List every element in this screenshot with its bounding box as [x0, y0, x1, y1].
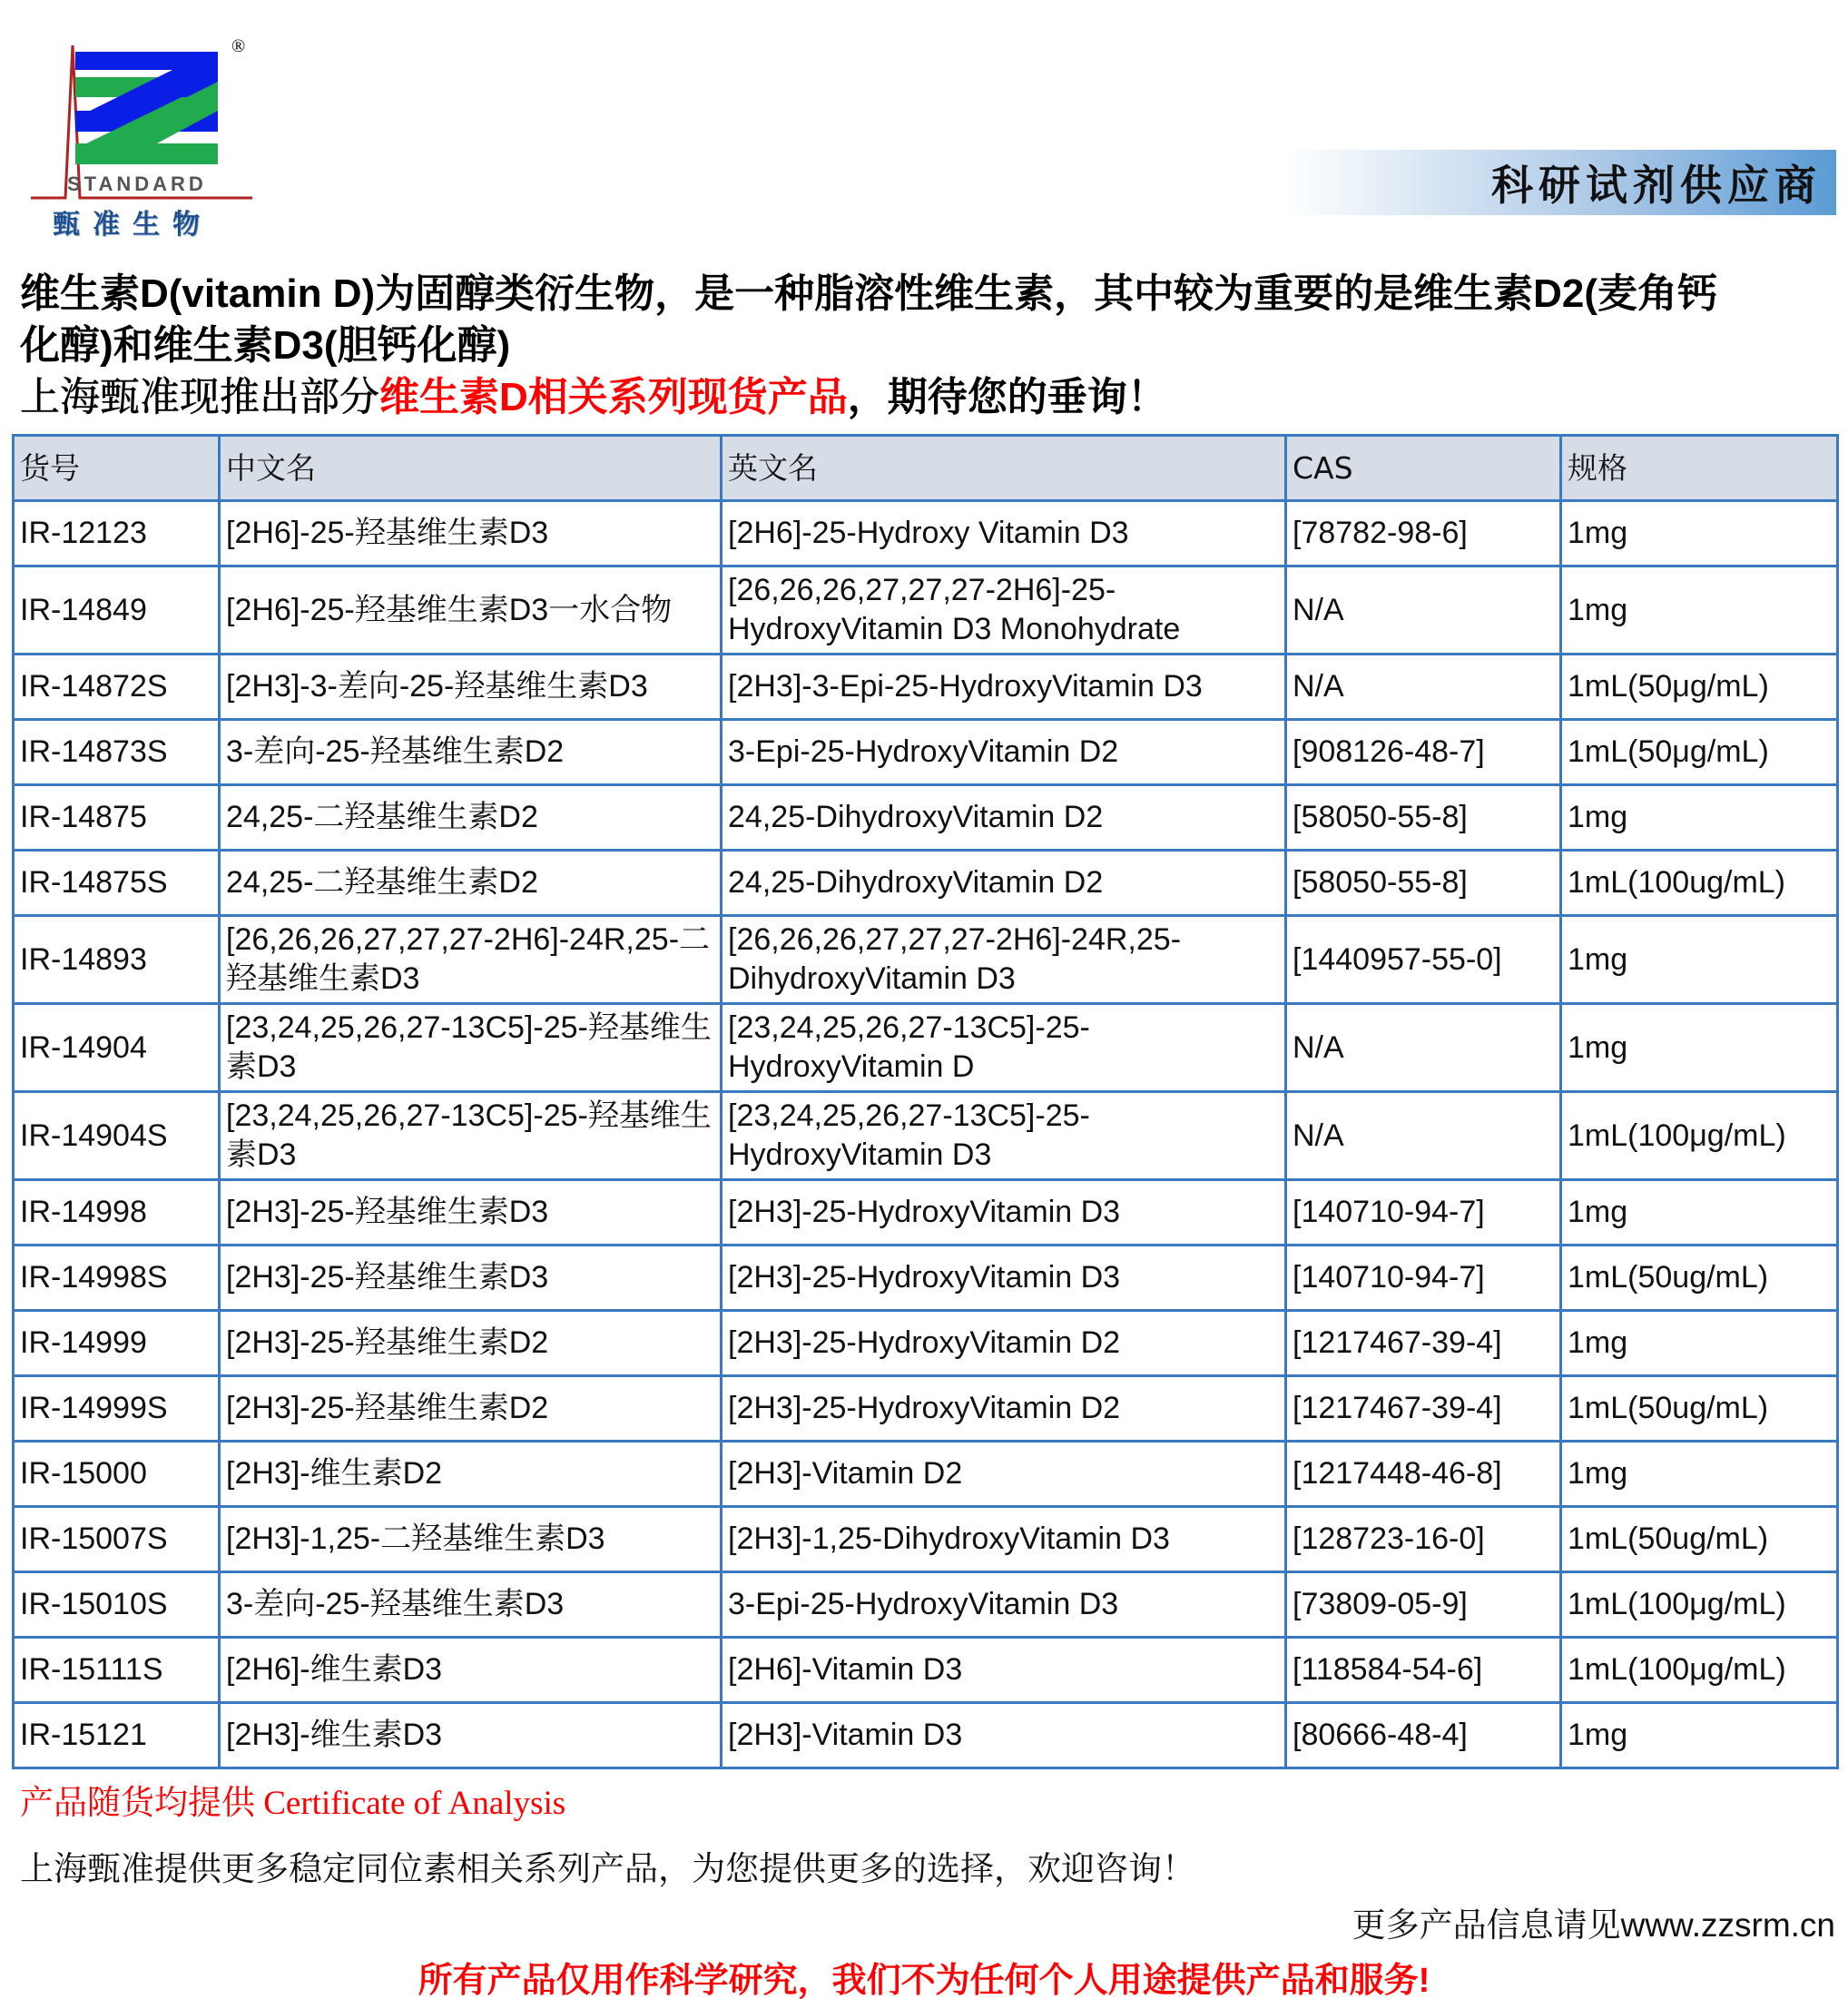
chinese-name-cell: [2H3]-25-羟基维生素D2 [220, 1376, 722, 1442]
cas-cell: N/A [1286, 655, 1561, 720]
spec-cell: 1mg [1561, 1311, 1838, 1376]
catalog-no-cell: IR-14999 [14, 1311, 220, 1376]
supplier-banner [1284, 150, 1836, 215]
table-row [14, 1442, 1838, 1507]
catalog-no-cell: IR-15000 [14, 1442, 220, 1507]
table-row [14, 1092, 1838, 1180]
english-name-cell: [26,26,26,27,27,27-2H6]-24R,25-DihydroxyVitamin D3 [722, 916, 1286, 1004]
chinese-name-cell: [2H3]-25-羟基维生素D3 [220, 1180, 722, 1246]
spec-cell: 1mL(100μg/mL) [1561, 1572, 1838, 1638]
catalog-no-cell: IR-14872S [14, 655, 220, 720]
spec-cell: 1mg [1561, 566, 1838, 655]
table-row [14, 1246, 1838, 1311]
table-row [14, 785, 1838, 851]
table-row [14, 851, 1838, 916]
cas-cell: [73809-05-9] [1286, 1572, 1561, 1638]
spec-cell: 1mL(50ug/mL) [1561, 1376, 1838, 1442]
table-row [14, 566, 1838, 655]
spec-cell: 1mg [1561, 916, 1838, 1004]
product-table [12, 434, 1839, 1769]
spec-cell: 1mL(50μg/mL) [1561, 720, 1838, 785]
catalog-no-cell: IR-14904 [14, 1004, 220, 1092]
table-header-row [14, 436, 1838, 501]
spec-cell: 1mL(100μg/mL) [1561, 1638, 1838, 1703]
coa-note: 产品随货均提供 Certificate of Analysis [20, 1785, 566, 1822]
english-name-cell: [23,24,25,26,27-13C5]-25-HydroxyVitamin D3 [722, 1092, 1286, 1180]
catalog-no-cell: IR-14875 [14, 785, 220, 851]
cas-cell: [128723-16-0] [1286, 1507, 1561, 1572]
chinese-name-cell: [2H3]-维生素D3 [220, 1703, 722, 1768]
registered-mark: ® [231, 36, 246, 56]
logo-brand-en: STANDARD [67, 172, 207, 195]
cas-cell: N/A [1286, 1004, 1561, 1092]
spec-cell: 1mg [1561, 1180, 1838, 1246]
table-row [14, 1638, 1838, 1703]
spec-cell: 1mg [1561, 1442, 1838, 1507]
catalog-no-cell: IR-14998S [14, 1246, 220, 1311]
spec-cell: 1mg [1561, 785, 1838, 851]
cas-cell: [1217467-39-4] [1286, 1376, 1561, 1442]
intro-highlight: 维生素D相关系列现货产品 [379, 375, 848, 419]
chinese-name-cell: [23,24,25,26,27-13C5]-25-羟基维生素D3 [220, 1004, 722, 1092]
chinese-name-cell: [2H6]-维生素D3 [220, 1638, 722, 1703]
table-row [14, 1376, 1838, 1442]
cas-cell: [80666-48-4] [1286, 1703, 1561, 1768]
catalog-no-cell: IR-15111S [14, 1638, 220, 1703]
catalog-no-cell: IR-14849 [14, 566, 220, 655]
intro-line-3-suffix: ，期待您的垂询！ [847, 375, 1167, 419]
cas-cell: [118584-54-6] [1286, 1638, 1561, 1703]
header-cas: CAS [1286, 436, 1561, 501]
english-name-cell: [2H6]-25-Hydroxy Vitamin D3 [722, 501, 1286, 566]
table-row [14, 1311, 1838, 1376]
chinese-name-cell: 3-差向-25-羟基维生素D2 [220, 720, 722, 785]
cas-cell: [58050-55-8] [1286, 851, 1561, 916]
english-name-cell: [26,26,26,27,27,27-2H6]-25-HydroxyVitamin D3 Monohydrate [722, 566, 1286, 655]
spec-cell: 1mL(50ug/mL) [1561, 1507, 1838, 1572]
logo-brand-cn: 甄准生物 [53, 210, 212, 240]
chinese-name-cell: [2H3]-25-羟基维生素D2 [220, 1311, 722, 1376]
english-name-cell: [2H3]-Vitamin D3 [722, 1703, 1286, 1768]
chinese-name-cell: [2H3]-3-差向-25-羟基维生素D3 [220, 655, 722, 720]
spec-cell: 1mL(100ug/mL) [1561, 851, 1838, 916]
header-spec: 规格 [1561, 436, 1838, 501]
intro-line-1: 维生素D(vitamin D)为固醇类衍生物，是一种脂溶性维生素，其中较为重要的是维生素D2(麦角钙 [20, 271, 1718, 316]
spec-cell: 1mg [1561, 501, 1838, 566]
intro-line-2: 化醇)和维生素D3(胆钙化醇) [20, 323, 511, 368]
catalog-no-cell: IR-14904S [14, 1092, 220, 1180]
catalog-no-cell: IR-15007S [14, 1507, 220, 1572]
catalog-no-cell: IR-14998 [14, 1180, 220, 1246]
table-row [14, 720, 1838, 785]
cas-cell: [1217448-46-8] [1286, 1442, 1561, 1507]
catalog-no-cell: IR-14893 [14, 916, 220, 1004]
chinese-name-cell: 24,25-二羟基维生素D2 [220, 851, 722, 916]
chinese-name-cell: [26,26,26,27,27,27-2H6]-24R,25-二羟基维生素D3 [220, 916, 722, 1004]
spec-cell: 1mg [1561, 1004, 1838, 1092]
table-row [14, 1703, 1838, 1768]
english-name-cell: 3-Epi-25-HydroxyVitamin D3 [722, 1572, 1286, 1638]
chinese-name-cell: 3-差向-25-羟基维生素D3 [220, 1572, 722, 1638]
english-name-cell: [2H3]-25-HydroxyVitamin D2 [722, 1311, 1286, 1376]
english-name-cell: [2H3]-25-HydroxyVitamin D3 [722, 1246, 1286, 1311]
table-row [14, 655, 1838, 720]
more-products-note: 上海甄准提供更多稳定同位素相关系列产品，为您提供更多的选择，欢迎咨询！ [20, 1851, 1195, 1888]
cas-cell: N/A [1286, 566, 1561, 655]
intro-paragraph [20, 268, 1835, 423]
cas-cell: [140710-94-7] [1286, 1180, 1561, 1246]
cas-cell: [908126-48-7] [1286, 720, 1561, 785]
spec-cell: 1mL(100μg/mL) [1561, 1092, 1838, 1180]
header-chinese-name: 中文名 [220, 436, 722, 501]
research-use-disclaimer: 所有产品仅用作科学研究，我们不为任何个人用途提供产品和服务! [418, 1962, 1430, 1999]
chinese-name-cell: [2H6]-25-羟基维生素D3一水合物 [220, 566, 722, 655]
table-row [14, 1507, 1838, 1572]
english-name-cell: 24,25-DihydroxyVitamin D2 [722, 851, 1286, 916]
table-row [14, 501, 1838, 566]
spec-cell: 1mL(50μg/mL) [1561, 655, 1838, 720]
table-row [14, 1180, 1838, 1246]
header-english-name: 英文名 [722, 436, 1286, 501]
cas-cell: [58050-55-8] [1286, 785, 1561, 851]
chinese-name-cell: 24,25-二羟基维生素D2 [220, 785, 722, 851]
table-row [14, 1004, 1838, 1092]
english-name-cell: 3-Epi-25-HydroxyVitamin D2 [722, 720, 1286, 785]
chinese-name-cell: [2H3]-25-羟基维生素D3 [220, 1246, 722, 1311]
chinese-name-cell: [2H3]-维生素D2 [220, 1442, 722, 1507]
cas-cell: [78782-98-6] [1286, 501, 1561, 566]
table-row [14, 1572, 1838, 1638]
english-name-cell: [2H3]-1,25-DihydroxyVitamin D3 [722, 1507, 1286, 1572]
english-name-cell: [2H3]-Vitamin D2 [722, 1442, 1286, 1507]
intro-line-3 [20, 371, 1835, 423]
cas-cell: [140710-94-7] [1286, 1246, 1561, 1311]
chinese-name-cell: [2H3]-1,25-二羟基维生素D3 [220, 1507, 722, 1572]
catalog-no-cell: IR-14875S [14, 851, 220, 916]
english-name-cell: [2H3]-25-HydroxyVitamin D3 [722, 1180, 1286, 1246]
intro-line-3-prefix: 上海甄准现推出部分 [20, 375, 379, 419]
english-name-cell: [23,24,25,26,27-13C5]-25-HydroxyVitamin D [722, 1004, 1286, 1092]
catalog-no-cell: IR-14873S [14, 720, 220, 785]
cas-cell: [1440957-55-0] [1286, 916, 1561, 1004]
cas-cell: [1217467-39-4] [1286, 1311, 1561, 1376]
chinese-name-cell: [2H6]-25-羟基维生素D3 [220, 501, 722, 566]
website-link[interactable]: www.zzsrm.cn [1620, 1906, 1835, 1944]
catalog-no-cell: IR-14999S [14, 1376, 220, 1442]
chinese-name-cell: [23,24,25,26,27-13C5]-25-羟基维生素D3 [220, 1092, 722, 1180]
english-name-cell: [2H3]-25-HydroxyVitamin D2 [722, 1376, 1286, 1442]
english-name-cell: [2H3]-3-Epi-25-HydroxyVitamin D3 [722, 655, 1286, 720]
website-note [1352, 1897, 1835, 1946]
header-catalog-no: 货号 [14, 436, 220, 501]
table-row [14, 916, 1838, 1004]
english-name-cell: 24,25-DihydroxyVitamin D2 [722, 785, 1286, 851]
spec-cell: 1mg [1561, 1703, 1838, 1768]
spec-cell: 1mL(50ug/mL) [1561, 1246, 1838, 1311]
cas-cell: N/A [1286, 1092, 1561, 1180]
website-prefix: 更多产品信息请见 [1352, 1907, 1621, 1945]
catalog-no-cell: IR-12123 [14, 501, 220, 566]
english-name-cell: [2H6]-Vitamin D3 [722, 1638, 1286, 1703]
catalog-no-cell: IR-15010S [14, 1572, 220, 1638]
banner-title: 科研试剂供应商 [1491, 161, 1822, 210]
catalog-no-cell: IR-15121 [14, 1703, 220, 1768]
